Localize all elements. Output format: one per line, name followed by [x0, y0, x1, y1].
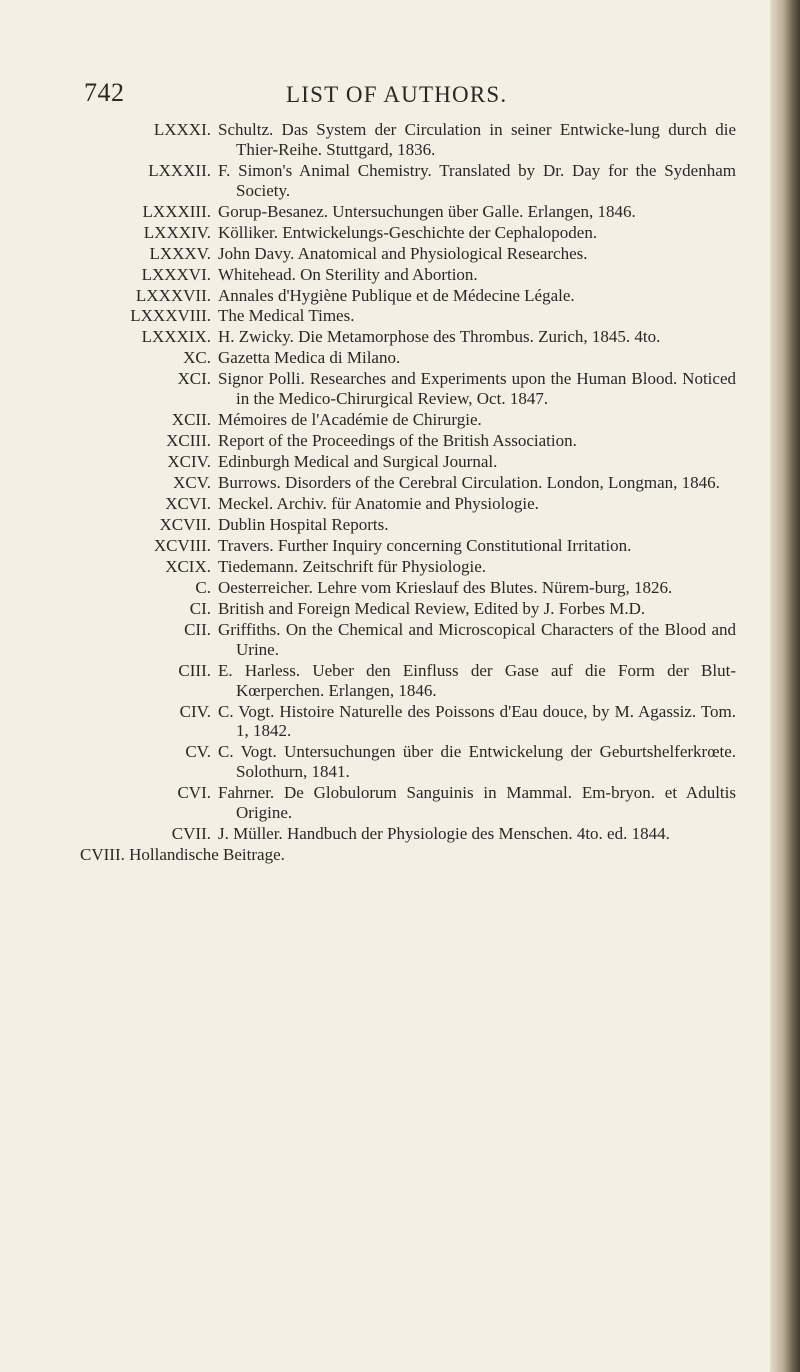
entry-citation: Gorup-Besanez. Untersuchungen über Galle. Erlangen, 1846. — [218, 201, 636, 221]
entry-citation: CVIII. Hollandische Beitrage. — [80, 844, 285, 864]
entry-numeral: LXXXII. — [148, 160, 211, 180]
entry-citation: Meckel. Archiv. für Anatomie and Physiologie. — [218, 494, 539, 514]
author-entry — [0, 702, 800, 742]
entry-citation: E. Harless. Ueber den Einfluss der Gase auf die Form der Blut-Kœrperchen. Erlangen, 1846. — [218, 660, 736, 700]
entry-citation: C. Vogt. Histoire Naturelle des Poissons d'Eau douce, by M. Agassiz. Tom. 1, 1842. — [218, 701, 736, 741]
author-entry — [0, 306, 800, 326]
entry-citation: J. Müller. Handbuch der Physiologie des Menschen. 4to. ed. 1844. — [218, 823, 670, 843]
author-entry — [0, 244, 800, 264]
author-entry — [0, 120, 800, 160]
entry-numeral: LXXXVII. — [135, 285, 211, 305]
author-entry — [0, 473, 800, 493]
author-entry — [0, 783, 800, 823]
entry-citation: Tiedemann. Zeitschrift für Physiologie. — [218, 557, 487, 577]
entry-citation: John Davy. Anatomical and Physiological Researches. — [218, 243, 588, 263]
entry-citation: Report of the Proceedings of the British Association. — [218, 431, 577, 451]
author-entry — [0, 161, 800, 201]
entry-numeral: XCVI. — [165, 494, 211, 514]
entry-citation: Schultz. Das System der Circulation in seiner Entwicke-lung durch die Thier-Reihe. Stuttgard, 1836. — [218, 120, 736, 159]
entry-citation: Oesterreicher. Lehre vom Krieslauf des Blutes. Nürem-burg, 1826. — [218, 578, 673, 598]
page-number: 742 — [84, 78, 125, 107]
author-entry — [0, 536, 800, 556]
entry-citation: Kölliker. Entwickelungs-Geschichte der Cephalopoden. — [218, 222, 598, 242]
entry-numeral: C. — [195, 578, 211, 598]
entry-citation: Whitehead. On Sterility and Abortion. — [218, 264, 478, 284]
entry-numeral: XCV. — [173, 473, 211, 493]
entry-citation: Edinburgh Medical and Surgical Journal. — [218, 452, 498, 472]
author-entry — [0, 557, 800, 577]
entry-citation: C. Vogt. Untersuchungen über die Entwickelung der Geburtshelferkrœte. Solothurn, 1841. — [218, 742, 736, 782]
entry-numeral: CVI. — [177, 783, 211, 803]
entry-numeral: LXXXVI. — [141, 264, 211, 284]
entry-numeral: CI. — [189, 599, 211, 619]
entry-numeral: LXXXIII. — [142, 201, 211, 221]
author-entry — [0, 742, 800, 782]
entry-numeral: XCIX. — [165, 557, 211, 577]
author-entry — [0, 599, 800, 619]
author-entry — [0, 494, 800, 514]
author-list — [0, 120, 800, 866]
entry-numeral: XCIV. — [167, 452, 211, 472]
entry-citation: The Medical Times. — [218, 306, 355, 326]
entry-numeral: LXXXVIII. — [130, 306, 211, 326]
entry-citation: British and Foreign Medical Review, Edited by J. Forbes M.D. — [218, 599, 646, 619]
entry-numeral: CIV. — [179, 701, 211, 721]
entry-citation: Travers. Further Inquiry concerning Constitutional Irritation. — [218, 536, 632, 556]
entry-numeral: XC. — [183, 348, 211, 368]
author-entry — [0, 410, 800, 430]
entry-citation: Annales d'Hygiène Publique et de Médecine Légale. — [218, 285, 575, 305]
entry-citation: Griffiths. On the Chemical and Microscopical Characters of the Blood and Urine. — [218, 620, 736, 659]
entry-numeral: LXXXI. — [153, 120, 211, 139]
author-entry — [0, 431, 800, 451]
entry-numeral: CV. — [185, 742, 211, 762]
entry-citation: Mémoires de l'Académie de Chirurgie. — [218, 410, 482, 430]
author-entry — [0, 661, 800, 701]
entry-numeral: LXXXIV. — [143, 222, 211, 242]
author-entry — [0, 348, 800, 368]
author-entry — [0, 620, 800, 660]
author-entry — [0, 369, 800, 409]
entry-numeral: LXXXV. — [149, 243, 211, 263]
author-entry — [0, 578, 800, 598]
author-entry — [0, 515, 800, 535]
entry-citation: Burrows. Disorders of the Cerebral Circulation. London, Longman, 1846. — [218, 473, 720, 493]
entry-citation: F. Simon's Animal Chemistry. Translated by Dr. Day for the Sydenham Society. — [218, 160, 736, 200]
entry-numeral: XCIII. — [166, 431, 211, 451]
entry-citation: Fahrner. De Globulorum Sanguinis in Mammal. Em-bryon. et Adultis Origine. — [218, 783, 736, 822]
entry-citation: Signor Polli. Researches and Experiments upon the Human Blood. Noticed in the Medico-Chirurgical Review, Oct. 1847. — [218, 369, 736, 409]
author-entry — [0, 223, 800, 243]
entry-citation: Gazetta Medica di Milano. — [218, 348, 401, 368]
author-entry — [0, 824, 800, 844]
entry-numeral: XCVII. — [159, 515, 211, 535]
entry-citation: Dublin Hospital Reports. — [218, 515, 389, 535]
author-entry — [0, 202, 800, 222]
entry-numeral: XCVIII. — [153, 536, 211, 556]
author-entry — [0, 265, 800, 285]
author-entry — [0, 845, 800, 865]
entry-numeral: XCII. — [171, 410, 211, 430]
author-entry — [0, 327, 800, 347]
entry-numeral: CIII. — [178, 660, 211, 680]
entry-numeral: LXXXIX. — [141, 327, 211, 347]
entry-citation: H. Zwicky. Die Metamorphose des Thrombus. Zurich, 1845. 4to. — [218, 327, 661, 347]
running-head: LIST OF AUTHORS. — [286, 82, 508, 107]
entry-numeral: XCI. — [177, 369, 211, 389]
entry-numeral: CVII. — [171, 823, 211, 843]
author-entry — [0, 286, 800, 306]
entry-numeral: CII. — [184, 620, 211, 640]
author-entry — [0, 452, 800, 472]
